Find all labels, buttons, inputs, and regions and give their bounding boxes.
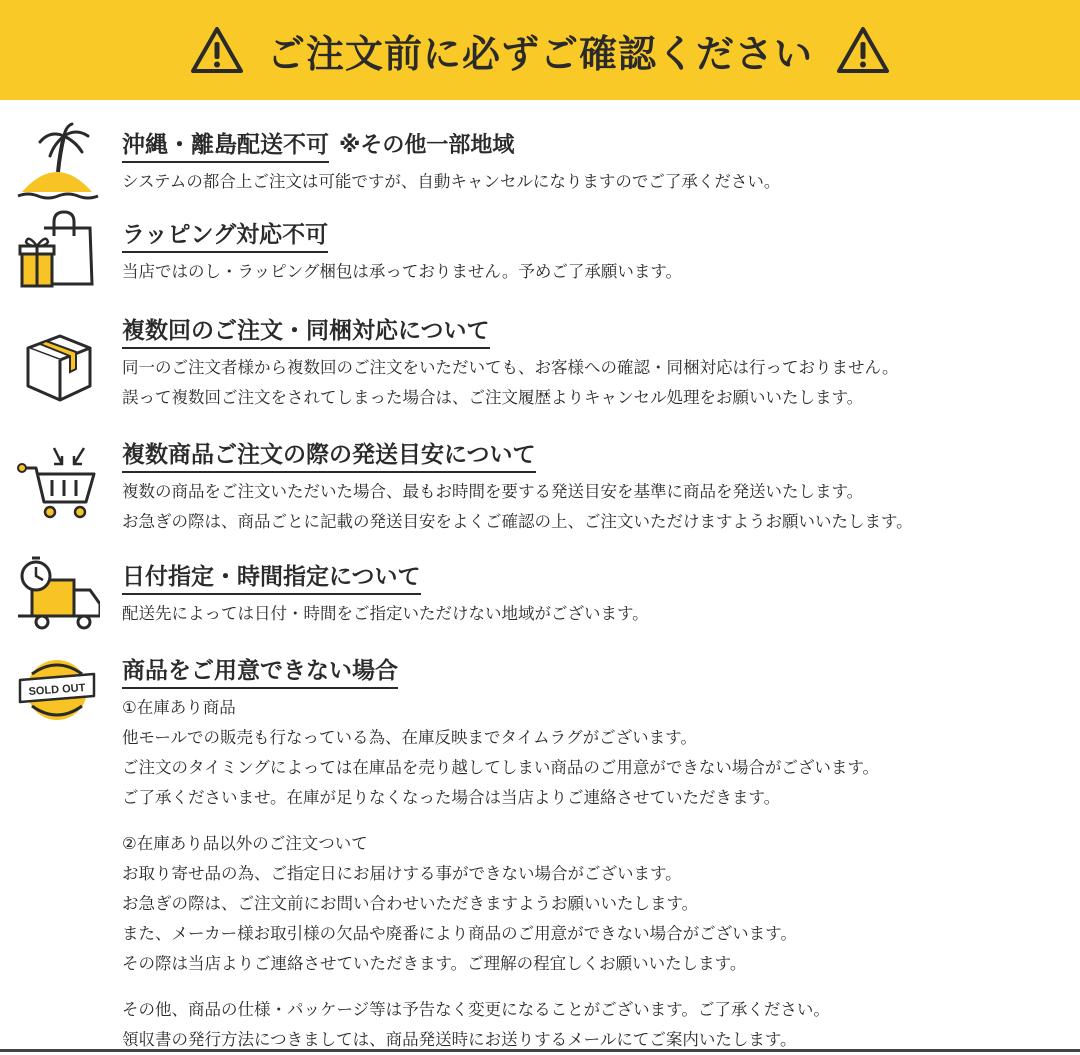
body-line: 当店ではのし・ラッピング梱包は承っておりません。予めご了承願います。 (122, 262, 683, 281)
body-line: ご了承くださいませ。在庫が足りなくなった場合は当店よりご連絡させていただきます。 (122, 788, 781, 807)
sold-out-label: SOLD OUT (28, 682, 86, 698)
section-heading: 複数回のご注文・同梱対応について (122, 316, 490, 349)
body-line: お急ぎの際は、商品ごとに記載の発送目安をよくご確認の上、ご注文いただけますようお願いいたします。 (122, 512, 913, 531)
body-line: また、メーカー様お取引様の欠品や廃番により商品のご用意ができない場合がございます。 (122, 924, 797, 943)
section-heading: 複数商品ご注文の際の発送目安について (122, 440, 536, 473)
body-line: お急ぎの際は、ご注文前にお問い合わせいただきますようお願いいたします。 (122, 894, 699, 913)
body-line: 領収書の発行方法につきましては、商品発送時にお送りするメールにてご案内いたします。 (122, 1030, 797, 1049)
body-line: 同一のご注文者様から複数回のご注文をいただいても、お客様への確認・同梱対応は行っておりません。 (122, 358, 899, 377)
body-line: ご注文のタイミングによっては在庫品を売り越してしまい商品のご用意ができない場合がございます。 (122, 758, 880, 777)
warning-icon (835, 25, 891, 75)
body-line: 誤って複数回ご注文をされてしまった場合は、ご注文履歴よりキャンセル処理をお願いいたします。 (122, 388, 864, 407)
body-line: ①在庫あり商品 (122, 698, 236, 717)
section-note: ※その他一部地域 (339, 133, 515, 158)
cart-icon (14, 442, 100, 528)
page-title: ご注文前に必ずご確認ください (266, 31, 813, 76)
island-icon (14, 122, 100, 208)
sold-out-icon (14, 650, 100, 736)
body-line: その他、商品の仕様・パッケージ等は予告なく変更になることがございます。ご了承ください。 (122, 1000, 830, 1019)
section-heading: 日付指定・時間指定について (122, 562, 421, 595)
body-line: 他モールでの販売も行なっている為、在庫反映までタイムラグがございます。 (122, 728, 697, 747)
warning-icon (189, 25, 245, 75)
body-line: システムの都合上ご注文は可能ですが、自動キャンセルになりますのでご了承ください。 (122, 172, 781, 191)
section-heading: 商品をご用意できない場合 (122, 656, 398, 689)
section-heading: ラッピング対応不可 (122, 220, 328, 253)
box-icon (14, 322, 100, 408)
body-line: ②在庫あり品以外のご注文ついて (122, 834, 368, 853)
delivery-truck-icon (14, 554, 100, 640)
body-line: 複数の商品をご注文いただいた場合、最もお時間を要する発送目安を基準に商品を発送いたします。 (122, 482, 864, 501)
gift-bag-icon (14, 206, 100, 292)
section-heading: 沖縄・離島配送不可 (122, 130, 329, 163)
body-line: 配送先によっては日付・時間をご指定いただけない地域がございます。 (122, 604, 649, 623)
body-line: お取り寄せ品の為、ご指定日にお届けする事ができない場合がございます。 (122, 864, 682, 883)
body-line: その際は当店よりご連絡させていただきます。ご理解の程宜しくお願いいたします。 (122, 954, 747, 973)
header-banner (0, 0, 1080, 100)
